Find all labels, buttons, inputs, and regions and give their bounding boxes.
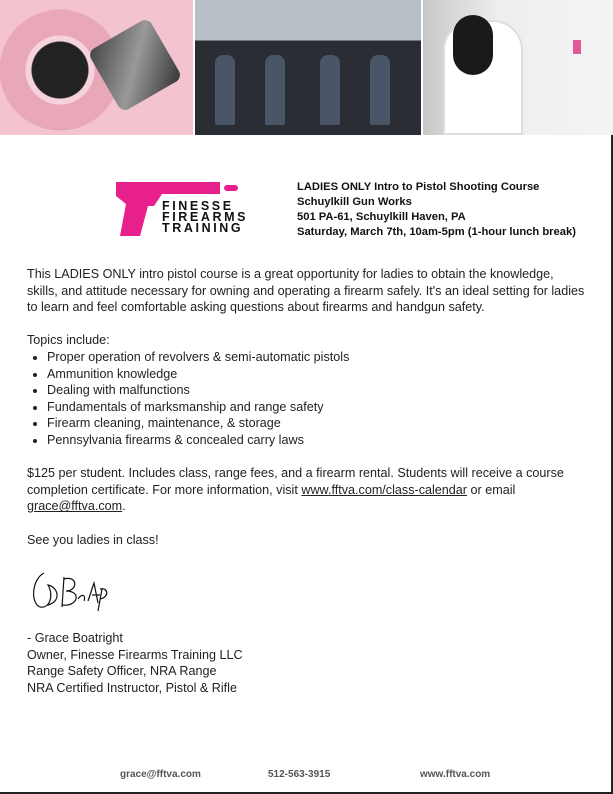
footer-phone: 512-563-3915 (268, 769, 331, 780)
pricing-paragraph (27, 465, 587, 515)
course-venue: Schuylkill Gun Works (297, 196, 412, 208)
flyer-body (27, 266, 587, 565)
signer-title: Range Safety Officer, NRA Range (27, 664, 217, 679)
closing-line: See you ladies in class! (27, 532, 159, 547)
topics-list (27, 349, 587, 449)
signer-title: Owner, Finesse Firearms Training LLC (27, 647, 243, 662)
pricing-text: . (122, 499, 126, 514)
shooting-range-group-photo (195, 0, 421, 135)
footer-website[interactable]: www.fftva.com (420, 769, 491, 780)
list-item: • Dealing with malfunctions (47, 382, 587, 399)
list-item: • Fundamentals of marksmanship and range safety (47, 399, 587, 416)
handwritten-signature (28, 565, 118, 615)
pricing-text: $125 per student. Includes class, range fees, and a firearm rental. Students will receive a course completion certificate. For more information, visit (27, 466, 564, 497)
signer-title: NRA Certified Instructor, Pistol & Rifle (27, 680, 237, 695)
class-calendar-link[interactable]: www.fftva.com/class-calendar (301, 482, 468, 497)
footer-email[interactable]: grace@fftva.com (120, 769, 201, 780)
pistol-image (87, 17, 183, 113)
woman-shooting-photo (423, 0, 613, 135)
pricing-text: or email (467, 482, 516, 497)
logo-word: FIREARMS (162, 210, 249, 224)
course-title: LADIES ONLY Intro to Pistol Shooting Course (297, 181, 540, 193)
shooter-hair (453, 15, 493, 75)
signature-block (27, 630, 243, 696)
list-item: • Ammunition knowledge (47, 366, 587, 383)
list-item: • Pennsylvania firearms & concealed carry laws (47, 432, 587, 449)
course-datetime: Saturday, March 7th, 10am-5pm (1-hour lunch break) (297, 226, 576, 238)
course-info (297, 180, 576, 240)
logo-word: TRAINING (162, 221, 244, 235)
logo-word: FINESSE (162, 199, 234, 213)
range-target (573, 40, 581, 54)
target-and-pistol-photo (0, 0, 193, 135)
list-item: • Firearm cleaning, maintenance, & storage (47, 415, 587, 432)
list-item: • Proper operation of revolvers & semi-automatic pistols (47, 349, 587, 366)
email-link[interactable]: grace@fftva.com (27, 499, 123, 514)
shooter-figure (320, 55, 340, 125)
finesse-firearms-logo (112, 176, 249, 240)
shooter-figure (370, 55, 390, 125)
intro-paragraph: This LADIES ONLY intro pistol course is a great opportunity for ladies to obtain the knowledge, skills, and attitude necessary for owning and operating a firearm safely. It's an ideal setting for ladies to learn and feel comfortable asking questions about firearms and handgun safety. (27, 267, 585, 315)
signer-name: - Grace Boatright (27, 631, 123, 645)
shooter-figure (215, 55, 235, 125)
topics-heading: Topics include: (27, 333, 110, 348)
course-address: 501 PA-61, Schuylkill Haven, PA (297, 211, 466, 223)
shooter-figure (265, 55, 285, 125)
